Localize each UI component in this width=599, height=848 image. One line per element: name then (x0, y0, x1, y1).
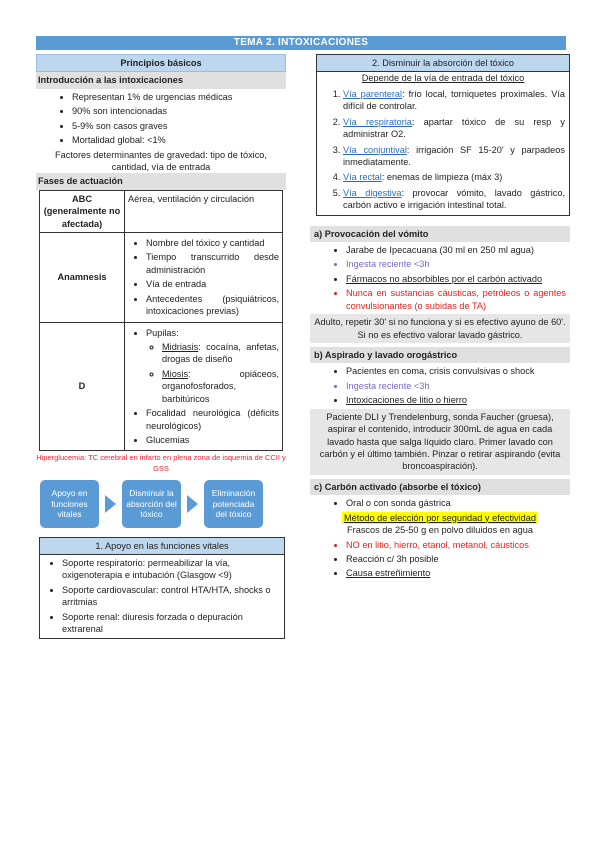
list-item: • Soporte cardiovascular: control HTA/HTA, shocks o arritmias (62, 584, 284, 609)
apoyo-list (40, 557, 284, 636)
list-item: • 5-9% son casos graves (72, 120, 286, 132)
miosis-term: Miosis (162, 368, 189, 379)
carbon-list-b (310, 539, 570, 580)
list-item: • Mortalidad global: <1% (72, 134, 286, 146)
principios-header: Principios básicos (36, 54, 286, 72)
via-text: : provocar vómito, lavado gástrico, carbón activo e irrigación intestinal total. (343, 187, 565, 211)
flow-step-eliminacion: Eliminación potenciada del tóxico (204, 480, 263, 528)
list-item: • Focalidad neurológica (déficits neurológicos) (146, 407, 279, 432)
list-item: • Glucemias (146, 434, 279, 446)
list-item (343, 187, 565, 212)
fases-header: Fases de actuación (36, 173, 286, 189)
table-row (40, 190, 283, 232)
fases-table (39, 190, 283, 452)
list-item (162, 341, 279, 366)
d-cell (125, 322, 283, 451)
vomito-header: a) Provocación del vómito (310, 226, 570, 242)
list-item: • NO en litio, hierro, etanol, metanol, cáusticos (346, 539, 566, 551)
via-text: : apartar tóxico de su resp y administrar O2. (343, 116, 565, 140)
flow-step-disminuir: Disminuir la absorción del tóxico (122, 480, 181, 528)
list-item: • Ingesta reciente <3h (346, 380, 570, 392)
list-item: • Vía de entrada (146, 278, 279, 290)
list-item: • Causa estreñimiento (346, 567, 566, 579)
abc-value: Aérea, ventilación y circulación (125, 190, 283, 232)
list-item: • Nunca en sustancias cáusticas, petróleos o agentes convulsionantes (o subidas de TA) (346, 287, 566, 312)
vias-list (317, 88, 569, 212)
actuacion-flow (40, 480, 286, 528)
list-item: • Intoxicaciones de litio o hierro (346, 394, 570, 406)
list-item: • 90% son intencionadas (72, 105, 286, 117)
intro-list (36, 91, 286, 147)
carbon-method-wrap (310, 512, 570, 524)
vomito-list (310, 244, 570, 312)
via-term[interactable]: Vía rectal (343, 172, 382, 183)
abc-label: ABC (generalmente no afectada) (40, 190, 125, 232)
list-item: • Antecedentes (psiquiátricos, intoxicaciones previas) (146, 293, 279, 318)
midriasis-text: : cocaína, anfetas, drogas de diseño (162, 342, 279, 365)
arrow-right-icon (105, 495, 116, 513)
list-item (343, 171, 565, 183)
left-column (36, 54, 286, 639)
list-item (146, 327, 279, 406)
list-item: • Nombre del tóxico y cantidad (146, 237, 279, 249)
anamnesis-cell (125, 233, 283, 323)
via-term[interactable]: Vía digestiva (343, 187, 402, 198)
apoyo-box (39, 537, 285, 639)
flow-step-apoyo: Apoyo en funciones vitales (40, 480, 99, 528)
list-item: • Representan 1% de urgencias médicas (72, 91, 286, 103)
intro-header: Introducción a las intoxicaciones (36, 72, 286, 88)
disminuir-box (316, 54, 570, 216)
apoyo-header: 1. Apoyo en las funciones vitales (40, 538, 284, 555)
red-note: Hiperglucemia: TC cerebral en infarto en plena zona de isquemia de CCII y GSS (36, 453, 286, 473)
table-row (40, 322, 283, 451)
list-item: • Ingesta reciente <3h (346, 258, 566, 270)
vomito-note: Adulto, repetir 30' si no funciona y si es efectivo ayuno de 60'. Si no es efectivo valorar lavado gástrico. (310, 314, 570, 343)
depende-text: Depende de la vía de entrada del tóxico (361, 73, 525, 84)
list-item (343, 116, 565, 141)
pupilas-label: Pupilas: (146, 327, 179, 338)
lavado-header: b) Aspirado y lavado orogástrico (310, 347, 570, 363)
carbon-list-a (310, 497, 570, 509)
miosis-text: : opiáceos, organofosforados, barbitúricos (162, 368, 279, 404)
list-item: • Soporte renal: diuresis forzada o depuración extrarenal (62, 611, 284, 636)
list-item (343, 88, 565, 113)
via-text: : irrigación SF 15-20' y parpadeos inmediatamente. (343, 144, 565, 167)
d-label: D (40, 322, 125, 451)
page-title: TEMA 2. INTOXICACIONES (36, 36, 566, 50)
via-term[interactable]: Vía parenteral (343, 88, 403, 99)
list-item (162, 368, 279, 405)
lavado-list (310, 365, 570, 406)
via-text: : frío local, torniquetes proximales. Vía difícil de controlar. (343, 88, 566, 112)
list-item: • Soporte respiratorio: permeabilizar la vía, oxigenoterapia e intubación (Glasgow <9) (62, 557, 284, 582)
list-item: • Reacción c/ 3h posible (346, 553, 566, 565)
table-row (40, 233, 283, 323)
anamnesis-label: Anamnesis (40, 233, 125, 323)
lavado-note: Paciente DLI y Trendelenburg, sonda Faucher (gruesa), aspirar el contenido, introducir 300mL de agua en cada lavado hasta que salga líquido claro. Primer lavado con carbón y el último también. Pinzar o retirar aspirando (evita broncoaspiración). (310, 409, 570, 475)
carbon-method: Método de elección por seguridad y efectividad (343, 512, 537, 523)
carbon-header: c) Carbón activado (absorbe el tóxico) (310, 479, 570, 495)
carbon-dose: Frascos de 25-50 g en polvo diluidos en agua (347, 525, 533, 536)
arrow-right-icon (187, 495, 198, 513)
midriasis-term: Midriasis (162, 342, 199, 353)
via-term[interactable]: Vía respiratoria (343, 116, 412, 127)
list-item: • Tiempo transcurrido desde administración (146, 251, 279, 276)
right-column (310, 54, 570, 582)
disminuir-header: 2. Disminuir la absorción del tóxico (317, 55, 569, 72)
list-item: • Oral o con sonda gástrica (346, 497, 570, 509)
list-item: • Jarabe de Ipecacuana (30 ml en 250 ml agua) (346, 244, 566, 256)
via-term[interactable]: Vía conjuntival (343, 144, 407, 155)
list-item (343, 144, 565, 169)
list-item: • Pacientes en coma, crisis convulsivas o shock (346, 365, 570, 377)
via-text: : enemas de limpieza (máx 3) (381, 172, 503, 183)
list-item: • Fármacos no absorbibles por el carbón activado (346, 273, 566, 285)
factores-text: Factores determinantes de gravedad: tipo de tóxico, cantidad, vía de entrada (55, 149, 267, 172)
